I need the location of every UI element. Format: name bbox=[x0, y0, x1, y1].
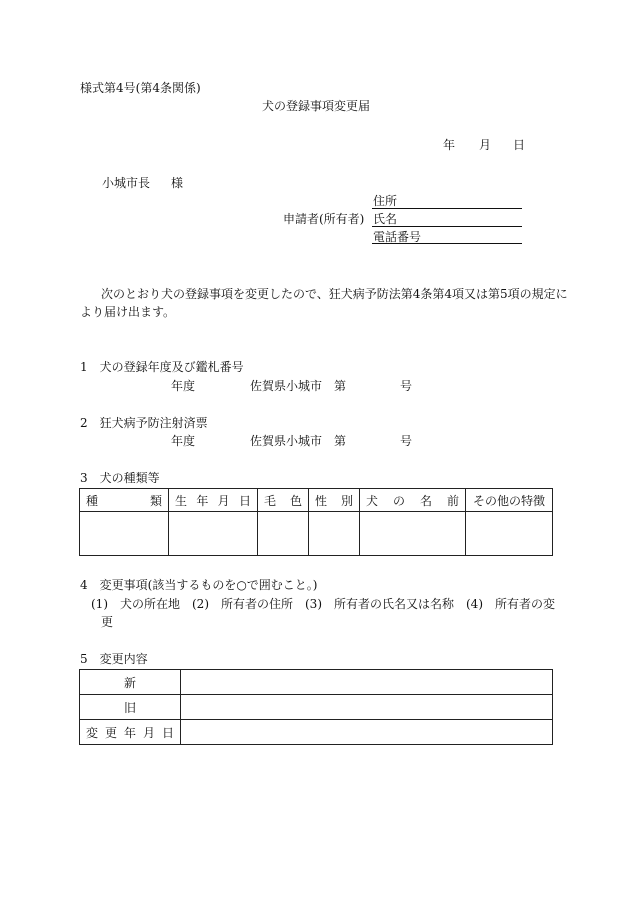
addressee-name: 小城市長 bbox=[102, 176, 151, 190]
intro-line-1: 次のとおり犬の登録事項を変更したので、狂犬病予防法第4条第4項又は第5項の規定に bbox=[101, 287, 568, 301]
cell-old[interactable] bbox=[181, 695, 553, 720]
section1-year-label: 年度 bbox=[171, 379, 196, 393]
section5-heading: 5 変更内容 bbox=[80, 652, 148, 666]
cell-coat-color[interactable] bbox=[258, 512, 309, 556]
intro-line-2: より届け出ます。 bbox=[80, 305, 176, 319]
cell-sex[interactable] bbox=[309, 512, 360, 556]
change-row-new bbox=[80, 670, 553, 695]
section2-year-label: 年度 bbox=[171, 434, 196, 448]
addressee-honorific: 様 bbox=[171, 176, 184, 190]
date-year-label: 年 bbox=[443, 138, 456, 152]
dog-info-entry-row bbox=[80, 512, 553, 556]
cell-change-date[interactable] bbox=[181, 720, 553, 745]
label-change-date: 変更年月日 bbox=[80, 720, 181, 745]
dog-info-table bbox=[79, 488, 553, 556]
cell-dog-name[interactable] bbox=[360, 512, 466, 556]
section3-heading: 3 犬の種類等 bbox=[80, 471, 160, 485]
applicant-phone-label: 電話番号 bbox=[373, 230, 422, 244]
change-row-date bbox=[80, 720, 553, 745]
dog-info-header-row bbox=[80, 489, 553, 512]
label-old: 旧 bbox=[80, 695, 181, 720]
change-row-old bbox=[80, 695, 553, 720]
change-details-table bbox=[79, 669, 553, 745]
page-title: 犬の登録事項変更届 bbox=[262, 99, 371, 113]
applicant-label: 申請者(所有者) bbox=[283, 212, 365, 226]
form-number: 様式第4号(第4条関係) bbox=[80, 81, 201, 95]
cell-birthdate[interactable] bbox=[169, 512, 258, 556]
section1-heading: 1 犬の登録年度及び鑑札番号 bbox=[80, 360, 244, 374]
date-month-label: 月 bbox=[479, 138, 492, 152]
label-new: 新 bbox=[80, 670, 181, 695]
applicant-name-line[interactable] bbox=[372, 226, 522, 227]
col-other-features: その他の特徴 bbox=[466, 489, 553, 512]
col-birthdate: 生年月日 bbox=[169, 489, 258, 512]
section2-heading: 2 狂犬病予防注射済票 bbox=[80, 416, 208, 430]
applicant-phone-line[interactable] bbox=[372, 243, 522, 244]
section4-options-line-2: 更 bbox=[101, 615, 114, 629]
cell-other-features[interactable] bbox=[466, 512, 553, 556]
cell-breed[interactable] bbox=[80, 512, 169, 556]
col-breed: 種類 bbox=[80, 489, 169, 512]
cell-new[interactable] bbox=[181, 670, 553, 695]
col-dog-name: 犬の名前 bbox=[360, 489, 466, 512]
section2-number-label: 号 bbox=[400, 434, 413, 448]
applicant-name-label: 氏名 bbox=[373, 212, 398, 226]
section4-options-line-1: (1) 犬の所在地 (2) 所有者の住所 (3) 所有者の氏名又は名称 (4) 所有者の変 bbox=[91, 597, 555, 611]
section1-number-label: 号 bbox=[400, 379, 413, 393]
section4-heading: 4 変更事項(該当するものを○で囲むこと。) bbox=[80, 578, 318, 592]
col-coat-color: 毛色 bbox=[258, 489, 309, 512]
applicant-address-label: 住所 bbox=[373, 194, 398, 208]
date-day-label: 日 bbox=[513, 138, 526, 152]
section1-place-label: 佐賀県小城市 第 bbox=[250, 379, 347, 393]
applicant-address-line[interactable] bbox=[372, 208, 522, 209]
section2-place-label: 佐賀県小城市 第 bbox=[250, 434, 347, 448]
col-sex: 性別 bbox=[309, 489, 360, 512]
